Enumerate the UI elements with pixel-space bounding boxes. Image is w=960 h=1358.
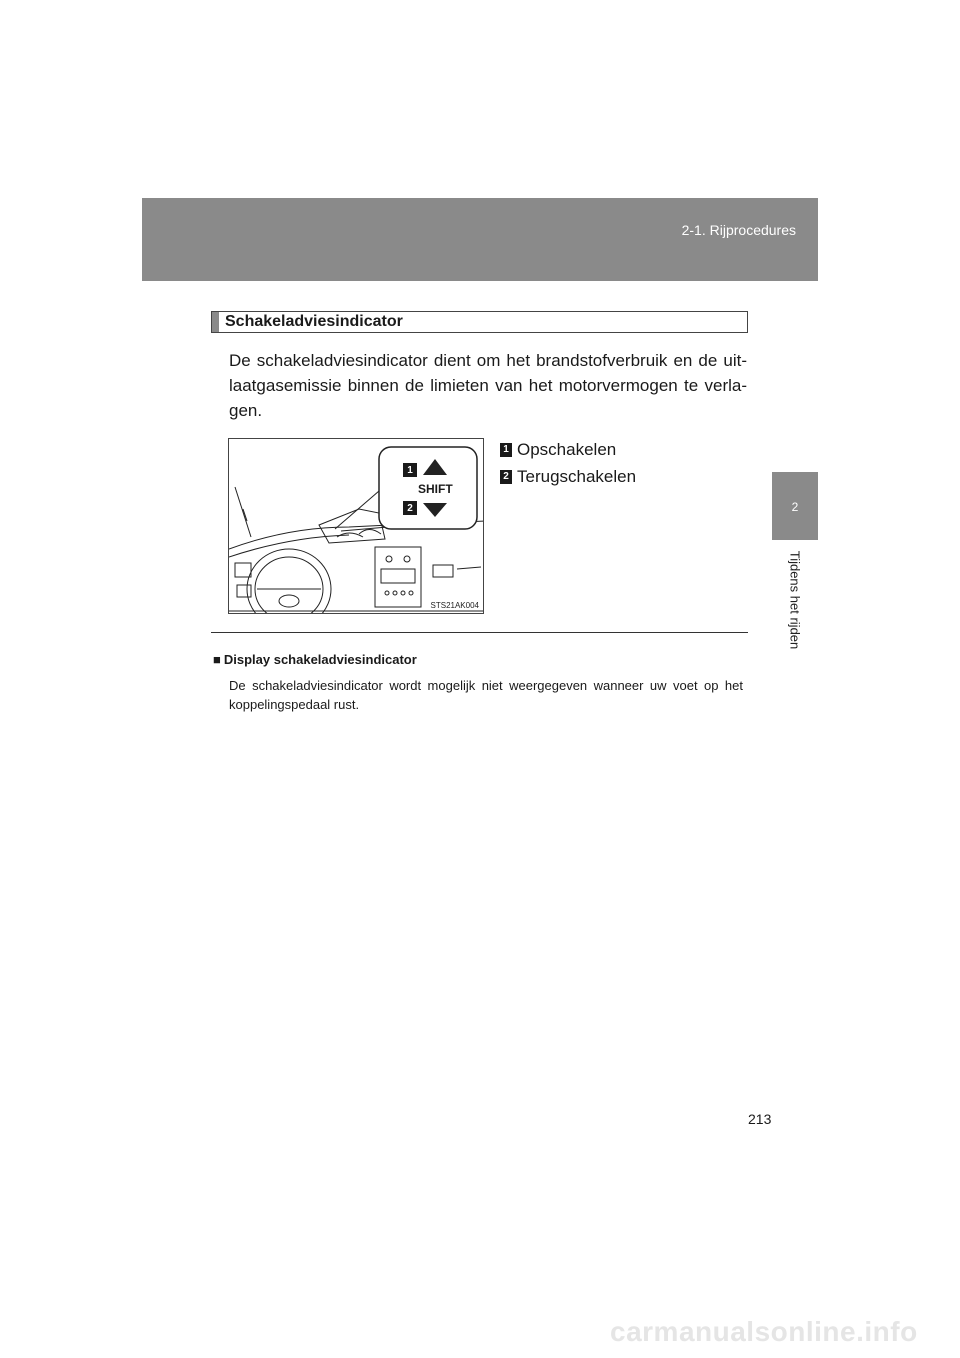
legend bbox=[500, 436, 636, 490]
header-band bbox=[142, 198, 818, 281]
callout-2: 2 bbox=[403, 501, 417, 515]
note-heading bbox=[213, 652, 417, 667]
legend-item-upshift bbox=[500, 436, 636, 463]
page-number: 213 bbox=[748, 1111, 772, 1127]
legend-number: 1 bbox=[500, 443, 512, 457]
section-accent bbox=[212, 312, 219, 332]
dashboard-illustration bbox=[228, 438, 484, 614]
section-title: Schakeladviesindicator bbox=[225, 313, 403, 330]
dashboard-drawing bbox=[229, 439, 484, 614]
chapter-tab[interactable] bbox=[772, 472, 818, 540]
legend-item-downshift bbox=[500, 463, 636, 490]
figure-code: STS21AK004 bbox=[430, 601, 479, 610]
square-bullet-icon: ■ bbox=[213, 652, 221, 667]
watermark: carmanualsonline.info bbox=[610, 1316, 918, 1347]
note-body: De schakeladviesindicator wordt mogelijk niet weergegeven wanneer uw voet op het koppelingspedaal rust. bbox=[229, 678, 743, 712]
legend-label: Terugschakelen bbox=[517, 466, 637, 486]
callout-1: 1 bbox=[403, 463, 417, 477]
legend-number: 2 bbox=[500, 470, 512, 484]
shift-label: SHIFT bbox=[418, 482, 453, 496]
running-header: 2-1. Rijprocedures bbox=[681, 222, 796, 238]
intro-paragraph: De schakeladviesindicator dient om het brandstofverbruik en de uit-laatgasemissie binnen de limieten van het motorvermogen te verla-gen. bbox=[229, 351, 747, 420]
section-heading bbox=[211, 311, 748, 333]
chapter-number: 2 bbox=[791, 500, 799, 514]
note-heading-text: Display schakeladviesindicator bbox=[223, 652, 417, 667]
legend-label: Opschakelen bbox=[517, 439, 617, 459]
divider bbox=[211, 632, 748, 633]
chapter-title: Tijdens het rijden bbox=[787, 550, 803, 650]
